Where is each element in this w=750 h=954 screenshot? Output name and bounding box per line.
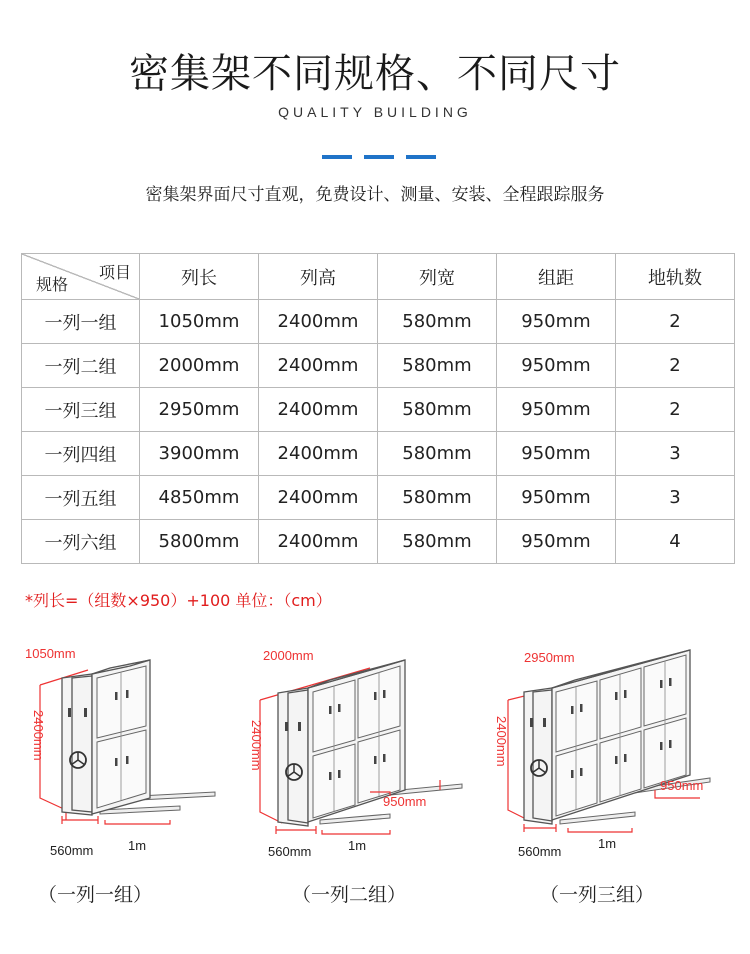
dim-rail: 1m (128, 838, 147, 853)
diagram-two-groups (260, 660, 462, 834)
row-name: 一列二组 (22, 344, 140, 388)
table-cell: 580mm (378, 476, 497, 520)
table-cell: 950mm (497, 300, 616, 344)
column-header: 列高 (259, 254, 378, 300)
table-row (22, 520, 735, 564)
table-cell: 2 (616, 388, 735, 432)
table-cell: 4 (616, 520, 735, 564)
column-header: 列长 (140, 254, 259, 300)
table-cell: 3900mm (140, 432, 259, 476)
row-name: 一列一组 (22, 300, 140, 344)
row-name: 一列三组 (22, 388, 140, 432)
table-cell: 2400mm (259, 520, 378, 564)
cabinet-diagrams (0, 630, 750, 870)
table-cell: 580mm (378, 432, 497, 476)
diagram-one-group (40, 660, 215, 824)
table-cell: 3 (616, 432, 735, 476)
table-cell: 5800mm (140, 520, 259, 564)
table-row (22, 388, 735, 432)
corner-label-spec: 规格 (36, 275, 69, 294)
row-name: 一列四组 (22, 432, 140, 476)
table-row (22, 476, 735, 520)
dim-spacing: 950mm (660, 778, 704, 793)
caption-three-groups: （一列三组） (540, 884, 655, 906)
table-row (22, 344, 735, 388)
table-cell: 580mm (378, 520, 497, 564)
caption-one-group: （一列一组） (38, 884, 153, 906)
dim-width: 560mm (518, 844, 562, 859)
caption-two-groups: （一列二组） (292, 884, 407, 906)
table-cell: 2400mm (259, 476, 378, 520)
page-description: 密集架界面尺寸直观，免费设计、测量、安装、全程跟踪服务 (145, 185, 605, 205)
dim-height: 2400mm (31, 710, 46, 761)
table-cell: 2400mm (259, 344, 378, 388)
dim-spacing: 950mm (383, 794, 427, 809)
table-cell: 580mm (378, 388, 497, 432)
dim-rail: 1m (598, 836, 617, 851)
table-cell: 580mm (378, 300, 497, 344)
table-header-row (22, 254, 735, 300)
table-cell: 3 (616, 476, 735, 520)
spec-table (21, 253, 735, 564)
corner-label-item: 项目 (98, 263, 131, 282)
row-name: 一列六组 (22, 520, 140, 564)
table-cell: 950mm (497, 520, 616, 564)
table-cell: 2 (616, 300, 735, 344)
column-header: 组距 (497, 254, 616, 300)
table-cell: 2400mm (259, 300, 378, 344)
row-name: 一列五组 (22, 476, 140, 520)
table-cell: 950mm (497, 432, 616, 476)
table-row (22, 300, 735, 344)
table-row (22, 432, 735, 476)
dim-height: 2400mm (249, 720, 264, 771)
dim-length: 2000mm (263, 648, 314, 663)
table-cell: 580mm (378, 344, 497, 388)
column-header: 列宽 (378, 254, 497, 300)
table-cell: 950mm (497, 344, 616, 388)
dim-width: 560mm (50, 843, 94, 858)
table-cell: 950mm (497, 476, 616, 520)
page-title: 密集架不同规格、不同尺寸 (129, 51, 621, 97)
dim-length: 1050mm (25, 646, 76, 661)
table-cell: 950mm (497, 388, 616, 432)
column-header: 地轨数 (616, 254, 735, 300)
formula-note: *列长=（组数×950）+100 单位：（cm） (25, 591, 332, 610)
diagram-three-groups (508, 650, 710, 832)
table-cell: 2400mm (259, 388, 378, 432)
table-cell: 2950mm (140, 388, 259, 432)
table-cell: 4850mm (140, 476, 259, 520)
accent-dashes (322, 144, 448, 163)
dim-width: 560mm (268, 844, 312, 859)
page-subtitle: QUALITY BUILDING (278, 104, 472, 120)
dim-length: 2950mm (524, 650, 575, 665)
corner-cell (22, 254, 140, 300)
table-cell: 1050mm (140, 300, 259, 344)
dim-rail: 1m (348, 838, 367, 853)
table-cell: 2 (616, 344, 735, 388)
table-cell: 2000mm (140, 344, 259, 388)
table-cell: 2400mm (259, 432, 378, 476)
dim-height: 2400mm (494, 716, 509, 767)
